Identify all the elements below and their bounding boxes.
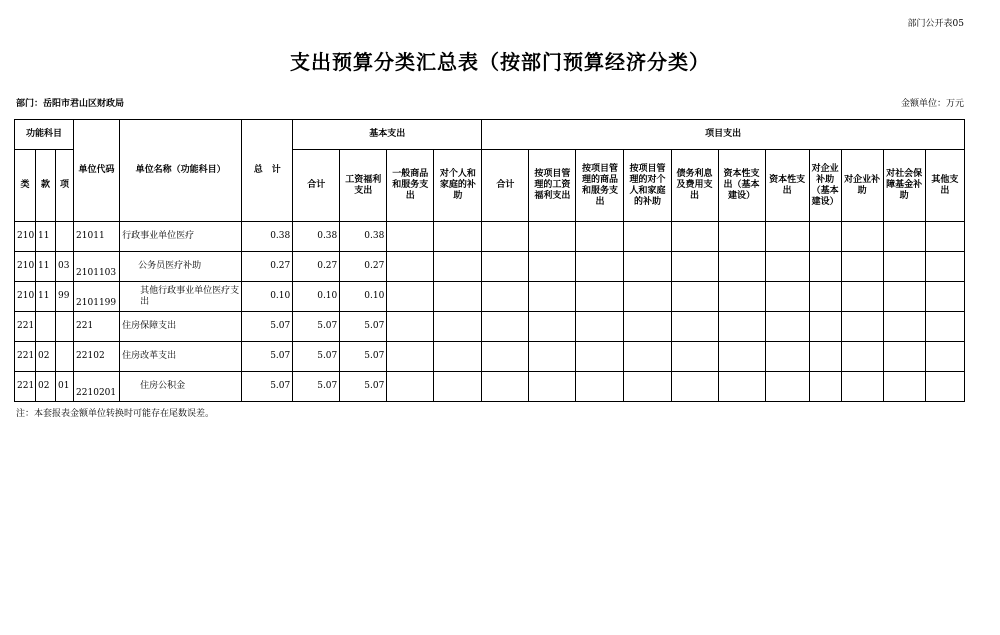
- unit-code-cell: 2101103: [74, 252, 120, 282]
- empty-cell: [925, 312, 964, 342]
- func-subject-header: 功能科目: [15, 120, 74, 150]
- empty-cell: [576, 342, 624, 372]
- empty-cell: [434, 342, 482, 372]
- empty-cell: [809, 252, 841, 282]
- xiang-cell: 03: [56, 252, 74, 282]
- basic-col-header: 一般商品和服务支出: [387, 150, 434, 222]
- expenditure-table: [14, 119, 965, 402]
- project-col-header: 资本性支出: [765, 150, 809, 222]
- empty-cell: [765, 252, 809, 282]
- unit-name-cell: 公务员医疗补助: [120, 252, 242, 282]
- unit-code-cell: 22102: [74, 342, 120, 372]
- total-cell: 5.07: [242, 312, 293, 342]
- empty-cell: [624, 342, 671, 372]
- basic-col-header: 合计: [293, 150, 340, 222]
- unit-name-cell: 住房保障支出: [120, 312, 242, 342]
- empty-cell: [925, 282, 964, 312]
- empty-cell: [529, 252, 576, 282]
- basic-total-cell: 0.10: [293, 282, 340, 312]
- empty-cell: [718, 222, 765, 252]
- xiang-cell: [56, 312, 74, 342]
- basic-total-cell: 5.07: [293, 312, 340, 342]
- project-expenditure-header: 项目支出: [482, 120, 965, 150]
- table-row: [15, 252, 965, 282]
- empty-cell: [883, 222, 925, 252]
- empty-cell: [925, 372, 964, 402]
- xiang-header: 项: [56, 150, 74, 222]
- form-number: 部门公开表05: [907, 19, 964, 29]
- empty-cell: [576, 312, 624, 342]
- project-col-header: 对企业补助: [841, 150, 883, 222]
- empty-cell: [883, 282, 925, 312]
- project-col-header: 按项目管理的对个人和家庭的补助: [624, 150, 671, 222]
- salary-welfare-cell: 5.07: [340, 342, 387, 372]
- empty-cell: [434, 252, 482, 282]
- empty-cell: [529, 372, 576, 402]
- empty-cell: [809, 222, 841, 252]
- project-col-header: 合计: [482, 150, 529, 222]
- empty-cell: [718, 372, 765, 402]
- amount-unit-label: 金额单位：万元: [900, 99, 964, 109]
- total-cell: 0.10: [242, 282, 293, 312]
- empty-cell: [576, 252, 624, 282]
- total-cell: 5.07: [242, 372, 293, 402]
- empty-cell: [482, 342, 529, 372]
- unit-name-header: 单位名称（功能科目）: [120, 120, 242, 222]
- empty-cell: [718, 282, 765, 312]
- empty-cell: [387, 342, 434, 372]
- lei-cell: 221: [15, 342, 36, 372]
- basic-total-cell: 0.27: [293, 252, 340, 282]
- empty-cell: [671, 312, 718, 342]
- basic-col-header: 对个人和家庭的补助: [434, 150, 482, 222]
- unit-name-cell: 住房改革支出: [120, 342, 242, 372]
- empty-cell: [809, 282, 841, 312]
- empty-cell: [387, 252, 434, 282]
- empty-cell: [387, 372, 434, 402]
- basic-total-cell: 5.07: [293, 372, 340, 402]
- empty-cell: [434, 222, 482, 252]
- total-cell: 5.07: [242, 342, 293, 372]
- empty-cell: [809, 342, 841, 372]
- salary-welfare-cell: 5.07: [340, 312, 387, 342]
- empty-cell: [529, 282, 576, 312]
- salary-welfare-cell: 5.07: [340, 372, 387, 402]
- empty-cell: [482, 372, 529, 402]
- lei-cell: 210: [15, 282, 36, 312]
- empty-cell: [434, 372, 482, 402]
- xiang-cell: 99: [56, 282, 74, 312]
- unit-code-cell: 221: [74, 312, 120, 342]
- empty-cell: [624, 252, 671, 282]
- kuan-cell: [36, 312, 56, 342]
- empty-cell: [765, 342, 809, 372]
- basic-expenditure-header: 基本支出: [293, 120, 482, 150]
- salary-welfare-cell: 0.27: [340, 252, 387, 282]
- empty-cell: [765, 312, 809, 342]
- basic-col-header: 工资福利支出: [340, 150, 387, 222]
- empty-cell: [765, 282, 809, 312]
- project-col-header: 其他支出: [925, 150, 964, 222]
- empty-cell: [482, 252, 529, 282]
- empty-cell: [718, 312, 765, 342]
- salary-welfare-cell: 0.38: [340, 222, 387, 252]
- department-label: 部门：岳阳市君山区财政局: [16, 99, 125, 109]
- table-row: [15, 372, 965, 402]
- unit-name-cell: 其他行政事业单位医疗支出: [120, 282, 242, 312]
- unit-code-cell: 2101199: [74, 282, 120, 312]
- empty-cell: [765, 372, 809, 402]
- empty-cell: [841, 372, 883, 402]
- total-cell: 0.38: [242, 222, 293, 252]
- empty-cell: [482, 222, 529, 252]
- xiang-cell: [56, 342, 74, 372]
- empty-cell: [841, 252, 883, 282]
- empty-cell: [387, 312, 434, 342]
- kuan-header: 款: [36, 150, 56, 222]
- empty-cell: [624, 372, 671, 402]
- footnote: 注：本套报表金额单位转换时可能存在尾数误差。: [16, 409, 215, 419]
- unit-code-cell: 2210201: [74, 372, 120, 402]
- empty-cell: [883, 252, 925, 282]
- lei-cell: 210: [15, 252, 36, 282]
- project-col-header: 债务利息及费用支出: [671, 150, 718, 222]
- empty-cell: [925, 222, 964, 252]
- empty-cell: [482, 282, 529, 312]
- page-title: 支出预算分类汇总表（按部门预算经济分类）: [290, 50, 710, 74]
- basic-total-cell: 5.07: [293, 342, 340, 372]
- empty-cell: [624, 222, 671, 252]
- empty-cell: [883, 372, 925, 402]
- empty-cell: [387, 222, 434, 252]
- total-header: 总 计: [242, 120, 293, 222]
- empty-cell: [482, 312, 529, 342]
- empty-cell: [671, 342, 718, 372]
- empty-cell: [671, 222, 718, 252]
- project-col-header: 按项目管理的工资福利支出: [529, 150, 576, 222]
- unit-name-cell: 住房公积金: [120, 372, 242, 402]
- empty-cell: [671, 252, 718, 282]
- empty-cell: [718, 252, 765, 282]
- empty-cell: [841, 312, 883, 342]
- unit-name-cell: 行政事业单位医疗: [120, 222, 242, 252]
- kuan-cell: 11: [36, 252, 56, 282]
- empty-cell: [434, 312, 482, 342]
- empty-cell: [529, 312, 576, 342]
- table-row: [15, 342, 965, 372]
- empty-cell: [841, 342, 883, 372]
- lei-cell: 210: [15, 222, 36, 252]
- empty-cell: [765, 222, 809, 252]
- empty-cell: [529, 342, 576, 372]
- project-col-header: 资本性支出（基本建设）: [718, 150, 765, 222]
- xiang-cell: 01: [56, 372, 74, 402]
- empty-cell: [841, 282, 883, 312]
- basic-total-cell: 0.38: [293, 222, 340, 252]
- empty-cell: [883, 312, 925, 342]
- unit-code-header: 单位代码: [74, 120, 120, 222]
- empty-cell: [576, 372, 624, 402]
- empty-cell: [671, 372, 718, 402]
- empty-cell: [671, 282, 718, 312]
- kuan-cell: 02: [36, 342, 56, 372]
- kuan-cell: 02: [36, 372, 56, 402]
- lei-cell: 221: [15, 312, 36, 342]
- empty-cell: [529, 222, 576, 252]
- empty-cell: [434, 282, 482, 312]
- empty-cell: [925, 342, 964, 372]
- empty-cell: [883, 342, 925, 372]
- lei-cell: 221: [15, 372, 36, 402]
- empty-cell: [624, 312, 671, 342]
- table-row: [15, 312, 965, 342]
- kuan-cell: 11: [36, 282, 56, 312]
- project-col-header: 对企业补助（基本建设）: [809, 150, 841, 222]
- table-row: [15, 222, 965, 252]
- kuan-cell: 11: [36, 222, 56, 252]
- total-cell: 0.27: [242, 252, 293, 282]
- empty-cell: [841, 222, 883, 252]
- salary-welfare-cell: 0.10: [340, 282, 387, 312]
- unit-code-cell: 21011: [74, 222, 120, 252]
- empty-cell: [387, 282, 434, 312]
- empty-cell: [718, 342, 765, 372]
- empty-cell: [809, 372, 841, 402]
- project-col-header: 对社会保障基金补助: [883, 150, 925, 222]
- xiang-cell: [56, 222, 74, 252]
- empty-cell: [576, 222, 624, 252]
- empty-cell: [809, 312, 841, 342]
- empty-cell: [624, 282, 671, 312]
- lei-header: 类: [15, 150, 36, 222]
- empty-cell: [576, 282, 624, 312]
- empty-cell: [925, 252, 964, 282]
- project-col-header: 按项目管理的商品和服务支出: [576, 150, 624, 222]
- table-row: [15, 282, 965, 312]
